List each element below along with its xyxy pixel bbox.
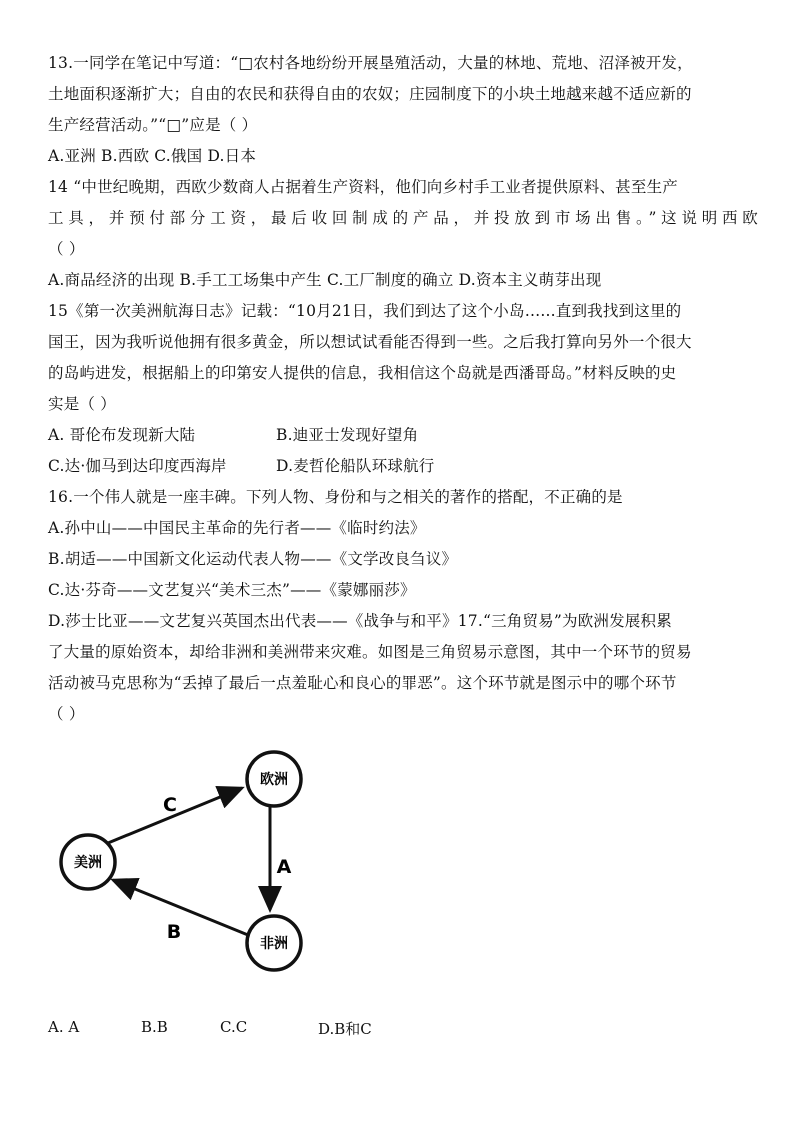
- q14-line-1: 14 “中世纪晚期，西欧少数商人占据着生产资料，他们向乡村手工业者提供原料、甚至生产: [48, 178, 678, 196]
- q16-option-d: D.莎士比亚——文艺复兴英国杰出代表——《战争与和平》17.“三角贸易”为欧洲发展积累: [48, 612, 672, 630]
- q16-option-b: B.胡适——中国新文化运动代表人物——《文学改良刍议》: [48, 550, 458, 568]
- q17-option-d: D.B和C: [318, 1020, 372, 1038]
- q14-line-3: （ ）: [48, 240, 85, 258]
- q15-option-d: D.麦哲伦船队环球航行: [276, 457, 435, 475]
- q17-option-c: C.C: [220, 1018, 248, 1036]
- q14-options: A.商品经济的出现 B.手工工场集中产生 C.工厂制度的确立 D.资本主义萌芽出现: [48, 271, 602, 289]
- q15-line-1: 15《第一次美洲航海日志》记载：“10月21日，我们到达了这个小岛…...直到我找到这里的: [48, 302, 682, 320]
- q13-line-1: 13.一同学在笔记中写道：“□农村各地纷纷开展垦殖活动，大量的林地、荒地、沼泽被开发，: [48, 54, 693, 72]
- node-america-label: 美洲: [74, 855, 102, 871]
- node-europe-label: 欧洲: [260, 772, 288, 788]
- edge-b-label: B: [166, 921, 182, 943]
- triangle-trade-diagram: [50, 745, 330, 985]
- q16-stem: 16.一个伟人就是一座丰碑。下列人物、身份和与之相关的著作的搭配，不正确的是: [48, 488, 623, 506]
- q15-option-c: C.达·伽马到达印度西海岸: [48, 457, 227, 475]
- q16-option-c: C.达·芬奇——文艺复兴“美术三杰”——《蒙娜丽莎》: [48, 581, 416, 599]
- q17-option-a: A. A: [48, 1018, 80, 1036]
- q14-line-2: 工具，并预付部分工资，最后收回制成的产品，并投放到市场出售。”这说明西欧: [48, 209, 758, 227]
- q17-line-2: 了大量的原始资本，却给非洲和美洲带来灾难。如图是三角贸易示意图，其中一个环节的贸易: [48, 643, 692, 661]
- edge-c-label: C: [163, 794, 177, 816]
- q15-line-3: 的岛屿进发，根据船上的印第安人提供的信息，我相信这个岛就是西潘哥岛。”材料反映的史: [48, 364, 677, 382]
- q15-options-row-2: [48, 451, 758, 482]
- q15-option-b: B.迪亚士发现好望角: [276, 426, 419, 444]
- q16-option-a: A.孙中山——中国民主革命的先行者——《临时约法》: [48, 519, 426, 537]
- question-page: [48, 48, 758, 730]
- q17-line-3: 活动被马克思称为“丢掉了最后一点羞耻心和良心的罪恶”。这个环节就是图示中的哪个环节: [48, 674, 677, 692]
- node-africa-label: 非洲: [260, 936, 288, 952]
- edge-a-label: A: [276, 856, 292, 878]
- q17-line-4: （ ）: [48, 705, 85, 723]
- q15-line-4: 实是（ ）: [48, 395, 116, 413]
- q13-line-3: 生产经营活动。”“□”应是（ ）: [48, 116, 258, 134]
- q13-line-2: 土地面积逐渐扩大；自由的农民和获得自由的农奴；庄园制度下的小块土地越来越不适应新的: [48, 85, 692, 103]
- q15-option-a: A. 哥伦布发现新大陆: [48, 426, 196, 444]
- q15-line-2: 国王，因为我听说他拥有很多黄金，所以想试试看能否得到一些。之后我打算向另外一个很大: [48, 333, 692, 351]
- q15-options-row-1: [48, 420, 758, 451]
- q13-options: A.亚洲 B.西欧 C.俄国 D.日本: [48, 147, 257, 165]
- q17-option-b: B.B: [141, 1018, 168, 1036]
